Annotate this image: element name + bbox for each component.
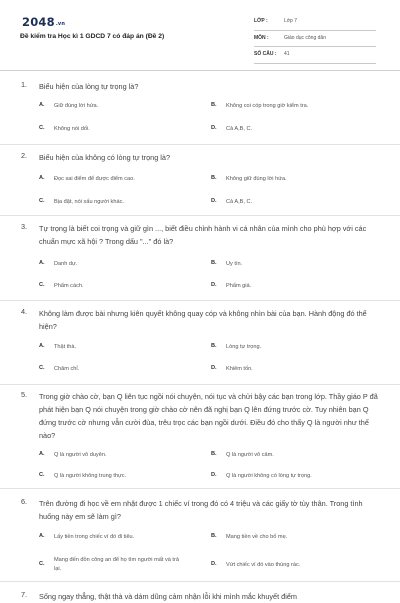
option-text: Mang đến đồn công an để họ tìm người mất và trả lại. [54,557,179,572]
meta-row-count [254,47,376,64]
question-number: 7. [21,590,28,599]
meta-row-class [254,14,376,31]
option-text: Giữ đúng lời hứa. [54,103,99,109]
question-text: Trong giờ chào cờ, bạn Q liên tục ngồi nói chuyện, nói tục và chửi bậy các bạn trong lớp. Thầy giáo P đã phát hiện bạn Q nói chuyện trong giờ chào cờ nên đã nghị bạn Q lên đứng trước cờ. Tuy nhiên bạn Q đứng trước cờ nhưng vẫn cười đùa, trêu trọc các bạn ngồi dưới. Điều đó cho thấy Q là người như thế nào? [39,392,378,440]
option-text: Lòng tự trọng. [226,344,262,350]
meta-value-class: Lớp 7 [284,18,298,24]
question-number: 2. [21,151,28,160]
question-divider [0,384,400,385]
option-text: Phẩm cách. [54,283,84,289]
option-text: Danh dự. [54,261,78,267]
question-divider [0,144,400,145]
meta-value-subject: Giáo dục công dân [284,34,326,41]
option-letter: C. [39,198,45,204]
option-letter: B. [211,175,217,181]
option-letter: A. [39,260,45,266]
question-text: Biểu hiện của không có lòng tự trọng là? [39,153,171,162]
question-number: 3. [21,222,28,231]
option-text: Không giữ đúng lời hứa. [226,176,287,182]
option-text: Q là người không trung thực. [54,473,127,479]
option-letter: C. [39,365,45,371]
question-divider [0,300,400,301]
option-letter: C. [39,125,45,131]
question-text: Biểu hiện của lòng tự trọng là? [39,82,139,91]
option-letter: A. [39,533,45,539]
option-letter: B. [211,343,217,349]
question-number: 1. [21,80,28,89]
logo-text: 2048 [22,15,55,29]
option-text: Q là người vô cảm. [226,452,274,458]
meta-value-count: 41 [284,51,290,57]
option-letter: D. [211,282,217,288]
meta-row-subject [254,31,376,48]
option-letter: D. [211,561,217,567]
option-text: Khiêm tốn. [226,366,253,372]
option-letter: A. [39,451,45,457]
option-letter: A. [39,102,45,108]
option-letter: D. [211,472,217,478]
option-letter: C. [39,282,45,288]
question-number: 4. [21,307,28,316]
exam-title: Đề kiểm tra Học kì 1 GDCD 7 có đáp án (Đề 2) [20,33,165,40]
option-letter: C. [39,472,45,478]
option-letter: A. [39,343,45,349]
option-text: Vứt chiếc ví đó vào thùng rác. [226,562,301,568]
option-text: Bịa đặt, nói xấu người khác. [54,199,124,205]
option-text: Mang tiền về cho bố mẹ. [226,534,288,540]
question-text: Trên đường đi học về em nhặt được 1 chiếc ví trong đó có 4 triệu và các giấy tờ tùy thân. Trong tình huống này em sẽ làm gì? [39,499,363,521]
option-letter: D. [211,125,217,131]
question-number: 5. [21,390,28,399]
meta-label-class: LỚP : [254,18,268,24]
question-text: Tự trọng là biết coi trọng và giữ gìn ..., biết điều chỉnh hành vi cá nhân của mình cho phù hợp với các chuẩn mực xã hội ? Trong dấu "..." đó là? [39,224,367,246]
option-letter: D. [211,198,217,204]
option-text: Cả A,B, C. [226,126,253,132]
option-letter: D. [211,365,217,371]
question-divider [0,215,400,216]
option-text: Đọc sai điểm để được điểm cao. [54,176,135,182]
exam-meta-table [254,14,376,64]
option-text: Lấy tiền trong chiếc ví đó đi tiêu. [54,534,135,540]
option-text: Thật thà. [54,344,77,350]
question-text: Sống ngay thẳng, thật thà và dám dũng cảm nhận lỗi khi mình mắc khuyết điểm [39,592,297,601]
question-divider [0,488,400,489]
meta-label-subject: MÔN : [254,34,269,41]
option-letter: B. [211,533,217,539]
option-letter: B. [211,451,217,457]
option-text: Chăm chỉ. [54,366,80,372]
logo-suffix: .vn [55,21,66,27]
option-letter: B. [211,102,217,108]
option-text: Không nói dối. [54,126,90,132]
option-text: Cả A,B, C. [226,199,253,205]
option-text: Q là người không có lòng tự trọng. [226,473,312,479]
option-letter: A. [39,175,45,181]
header-divider [0,70,400,71]
site-logo[interactable] [22,15,65,29]
page-header [0,0,400,68]
option-letter: C. [39,561,45,567]
question-number: 6. [21,497,28,506]
meta-label-count: SỐ CÂU : [254,51,277,57]
question-divider [0,581,400,582]
question-text: Không làm được bài nhưng kiên quyết không quay cóp và không nhìn bài của bạn. Hành động đó thể hiện? [39,309,367,331]
option-text: Q là người vô duyên. [54,452,107,458]
option-text: Uy tín. [226,261,243,267]
option-text: Phẩm giá. [226,283,252,289]
option-letter: B. [211,260,217,266]
option-text: Không coi cóp trong giờ kiểm tra. [226,103,309,109]
